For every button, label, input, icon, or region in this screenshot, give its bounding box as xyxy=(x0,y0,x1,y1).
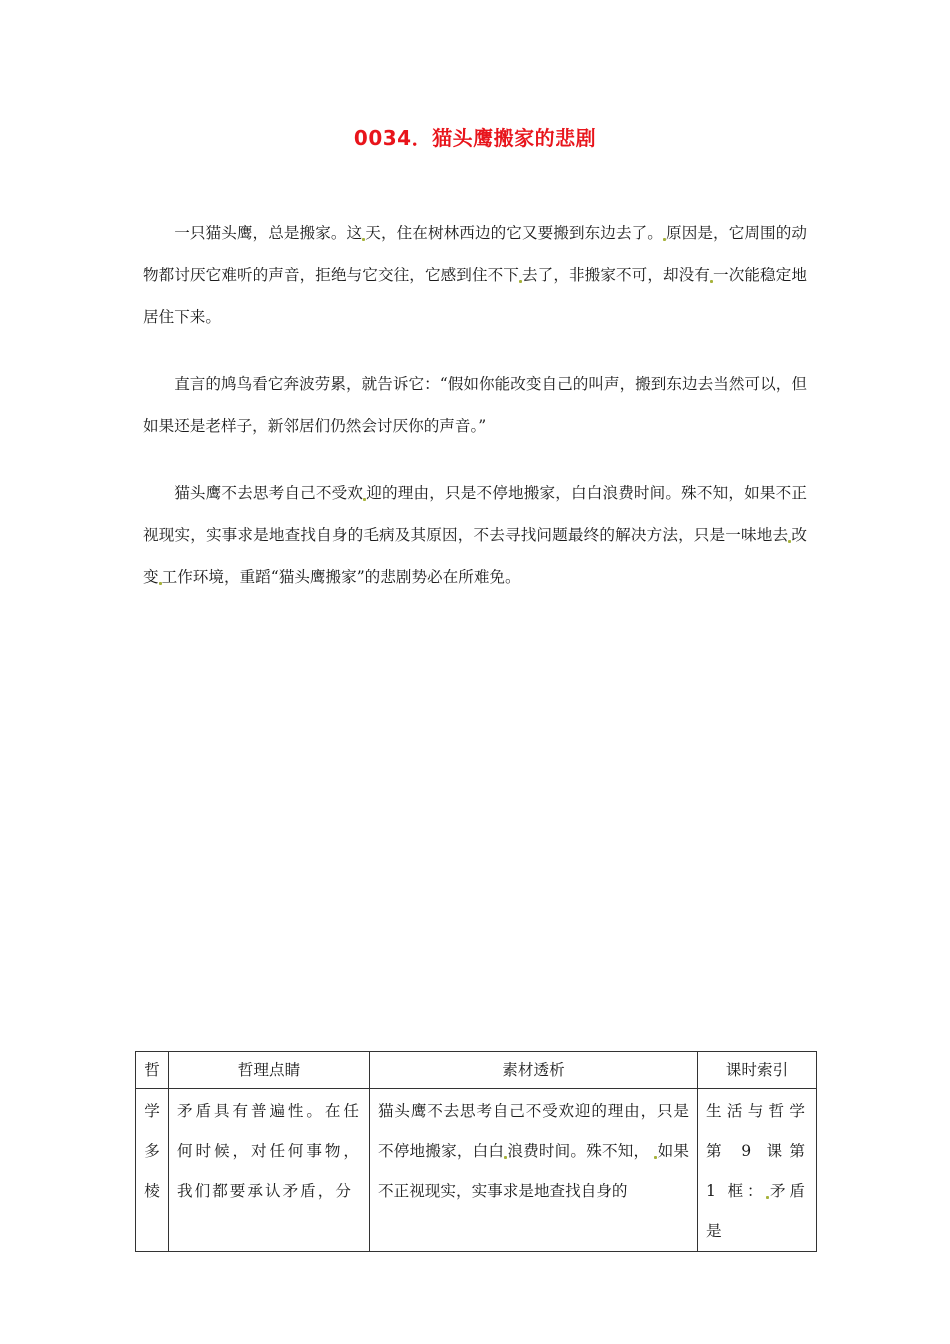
analysis-cell: 猫头鹰不去思考自己不受欢迎的理由，只是不停地搬家，白白 浪费时间。殊不知， 如果不正视现实，实事求是地查找自身的 xyxy=(370,1089,698,1252)
philosophy-table xyxy=(135,1051,817,1252)
table-header-row xyxy=(136,1052,817,1089)
table-row xyxy=(136,1089,817,1252)
index-cell: 生活与哲学第 9 课第 1 框： 矛盾是 xyxy=(698,1089,817,1252)
table-header-index: 课时索引 xyxy=(698,1052,817,1089)
story-body xyxy=(143,212,807,623)
story-paragraph-1: 一只猫头鹰，总是搬家。这 天，住在树林西边的它又要搬到东边去了。 原因是，它周围的动物都讨厌它难听的声音，拒绝与它交往，它感到住不下 去了，非搬家不可，却没有 一次能稳定地居住下来。 xyxy=(143,224,807,326)
page-title: 0034．猫头鹰搬家的悲剧 xyxy=(353,126,597,150)
table-side-label: 学 多 棱 xyxy=(136,1089,169,1252)
table-header-analysis: 素材透析 xyxy=(370,1052,698,1089)
story-paragraph-2: 直言的鸠鸟看它奔波劳累，就告诉它：“假如你能改变自己的叫声，搬到东边去当然可以，但如果还是老样子，新邻居们仍然会讨厌你的声音。” xyxy=(143,375,807,435)
table-header-philosophy: 哲理点睛 xyxy=(169,1052,370,1089)
philosophy-cell: 矛盾具有普遍性。在任何时候，对任何事物，我们都要承认矛盾，分 xyxy=(169,1089,370,1252)
story-paragraph-3: 猫头鹰不去思考自己不受欢 迎的理由，只是不停地搬家，白白浪费时间。殊不知，如果不正视现实，实事求是地查找自身的毛病及其原因，不去寻找问题最终的解决方法，只是一味地去 改变 工作环境，重蹈“猫头鹰搬家”的悲剧势必在所难免。 xyxy=(143,484,807,586)
table-header-label: 哲 xyxy=(136,1052,169,1089)
